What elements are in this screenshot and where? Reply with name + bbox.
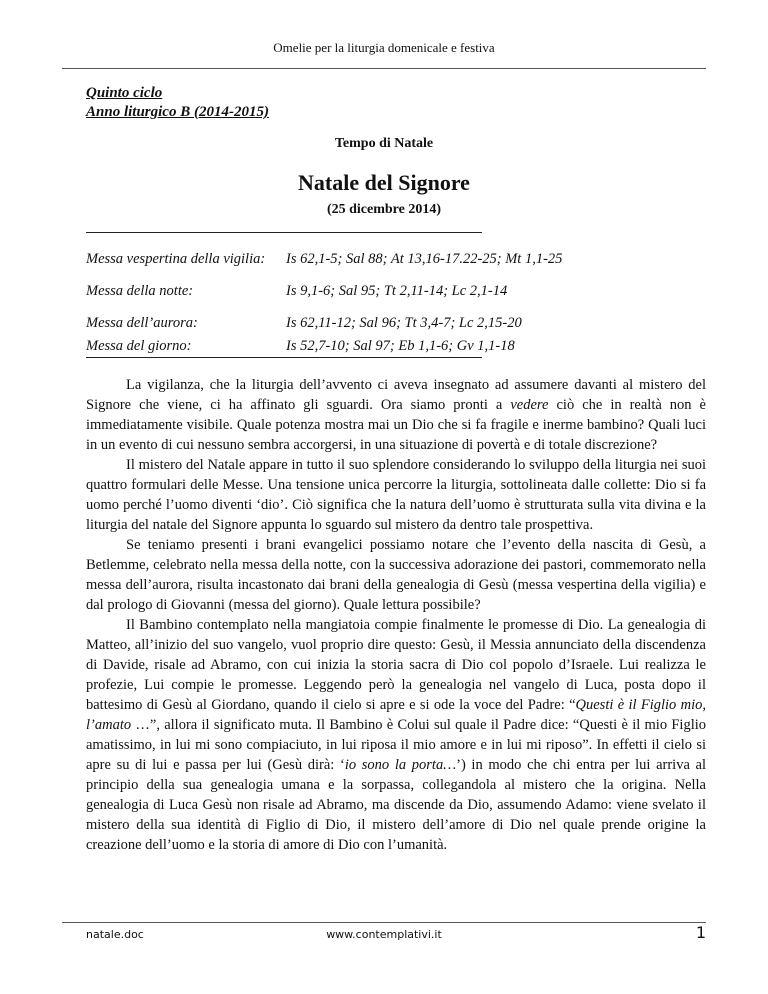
readings-top-divider [86,232,482,233]
mass-row-day [86,338,706,358]
text-run: ’) in modo che chi entra per lui arriva al principio della sua genealogia umana e la sorpassa, collegandola al mistero che la origina. Nella genealogia di Luca Gesù non risale ad Abramo, ma discende da Dio, assumendo Adamo: viene svelato il mistero della sua identità di Figlio di Dio, il mistero dell’amore di Dio nel quale prende origine la creazione dell’uomo e la storia di amore di Dio con l’umanità. [86,757,707,853]
page-title: Natale del Signore [298,170,470,195]
cycle-info [86,84,269,122]
paragraph-4 [86,615,706,855]
text-run: ciò che in realtà non è immediatamente visibile. Quale potenza mostra mai un Dio che si fa fragile e inerme bambino? Quali luci in un evento di cui nessuno sembra accorgersi, in una situazione di povertà e di totale discrezione? [86,397,706,453]
readings-bottom-divider [86,357,482,358]
mass-name: Messa vespertina della vigilia: [86,251,266,267]
quote-emphasis: io sono la porta… [344,757,457,773]
mass-readings: Is 62,11-12; Sal 96; Tt 3,4-7; Lc 2,15-20 [286,315,522,331]
paragraph-3: Se teniamo presenti i brani evangelici possiamo notare che l’evento della nascita di Gesù, a Betlemme, celebrato nella messa della notte, con la successiva adorazione dei pastori, commemorato nella messa dell’aurora, risulta incastonato dai brani della genealogia di Gesù (messa vespertina della vigilia) e dal prologo di Giovanni (messa del giorno). Quale lettura possibile? [86,537,706,613]
emphasis: vedere [510,397,549,413]
text-run: …”, allora il significato muta. Il Bambino è Colui sul quale il Padre dice: “Questi è il mio Figlio amatissimo, in lui mi sono compiaciuto, in lui riposa il mio amore e in lui mi riposo”. In effetti il cielo si apre su di lui e passa per lui (Gesù dirà: ‘ [86,717,706,773]
mass-row-vigil [86,251,706,271]
mass-row-night [86,283,706,303]
running-header: Omelie per la liturgia domenicale e festiva [273,40,495,55]
paragraph-2: Il mistero del Natale appare in tutto il suo splendore considerando lo sviluppo della liturgia nei suoi quattro formulari delle Messe. Una tensione unica percorre la liturgia, sottolineata dalle collette: Dio si fa uomo perché l’uomo diventi ‘dio’. Ciò significa che la natura dell’uomo è strutturata sulla vita divina e la liturgia del natale del Signore appunta lo sguardo sul mistero da dentro tale prospettiva. [86,457,706,533]
footer-divider [62,922,706,923]
feast-date: (25 dicembre 2014) [326,202,442,217]
liturgical-year-label: Anno liturgico B (2014-2015) [86,104,269,120]
mass-readings: Is 62,1-5; Sal 88; At 13,16-17.22-25; Mt 1,1-25 [286,251,563,267]
mass-readings: Is 9,1-6; Sal 95; Tt 2,11-14; Lc 2,1-14 [286,283,508,299]
text-run: Il Bambino contemplato nella mangiatoia compie finalmente le promesse di Dio. La genealogia di Matteo, all’inizio del suo vangelo, vuol proprio dire questo: Gesù, il Messia annunciato della discendenza di Davide, risale ad Abramo, con cui inizia la storia sacra di Dio col popolo d’Israele. Lui realizza le profezie, Lui compie le promesse. Leggendo però la genealogia nel vangelo di Luca, posta dopo il battesimo di Gesù al Giordano, quando il cielo si apre e si ode la voce del Padre: “ [86,617,706,713]
footer-website: www.contemplativi.it [326,928,442,941]
homily-body [86,375,706,855]
paragraph-1 [86,375,706,455]
cycle-label: Quinto ciclo [86,85,163,101]
season-heading: Tempo di Natale [334,136,434,151]
footer-filename: natale.doc [86,928,144,941]
mass-readings: Is 52,7-10; Sal 97; Eb 1,1-6; Gv 1,1-18 [286,338,515,354]
mass-name: Messa della notte: [86,283,194,299]
mass-name: Messa dell’aurora: [86,315,198,331]
text-run: La vigilanza, che la liturgia dell’avvento ci aveva insegnato ad assumere davanti al mistero del Signore che viene, ci ha affinato gli sguardi. Ora siamo pronti a [86,377,706,413]
header-divider [62,68,706,69]
page-number: 1 [695,923,706,942]
mass-name: Messa del giorno: [86,338,192,354]
mass-row-dawn [86,315,706,335]
quote-emphasis: Questi è il Figlio mio, l’amato [86,697,706,733]
